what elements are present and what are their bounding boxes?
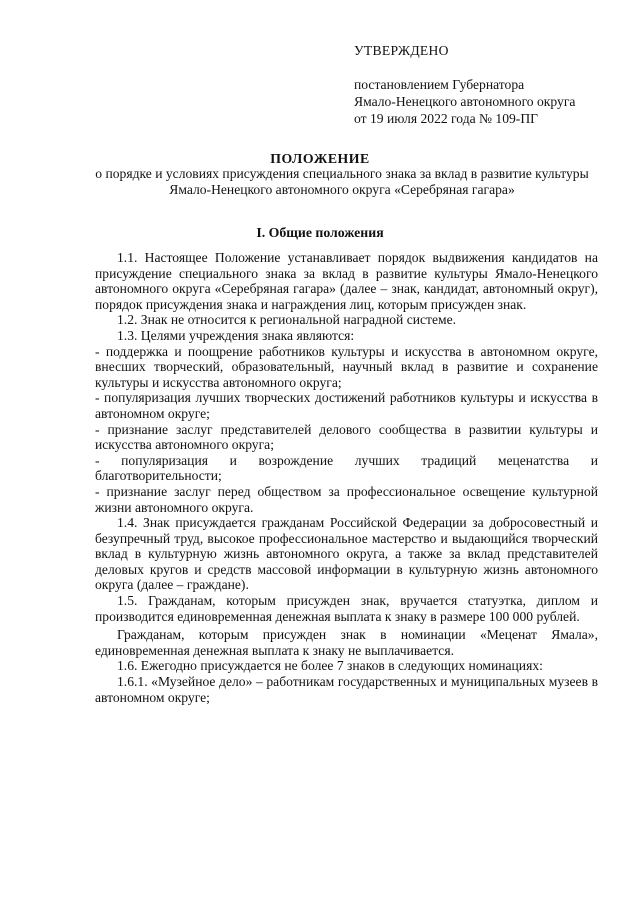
paragraph-1-3: 1.3. Целями учреждения знака являются: bbox=[117, 327, 355, 343]
approval-line-2: Ямало-Ненецкого автономного округа bbox=[354, 94, 576, 109]
document-title: ПОЛОЖЕНИЕ bbox=[270, 151, 370, 166]
approval-stamp: УТВЕРЖДЕНО bbox=[354, 43, 449, 58]
paragraph-1-6: 1.6. Ежегодно присуждается не более 7 знаков в следующих номинациях: bbox=[117, 658, 543, 674]
goal-item-1: - поддержка и поощрение работников культуры и искусства в автономном округе, внесших творческий, образовательный, научный вклад в развитие и сохранение культуры и искусства автономного округа; bbox=[95, 343, 598, 390]
section-title: I. Общие положения bbox=[256, 225, 384, 240]
approval-line-1: постановлением Губернатора bbox=[354, 77, 525, 92]
paragraph-1-5: 1.5. Гражданам, которым присужден знак, вручается статуэтка, диплом и производится единовременная денежная выплата к знаку в размере 100 000 рублей. bbox=[95, 593, 598, 624]
paragraph-1-1: 1.1. Настоящее Положение устанавливает порядок выдвижения кандидатов на присуждение специального знака за вклад в развитие культуры Ямало-Ненецкого автономного округа «Серебряная гагара» (далее – знак, кандидат, автономный округ), порядок присуждения знака и награждения лиц, которым присужден знак. bbox=[95, 250, 598, 312]
approval-line-3: от 19 июля 2022 года № 109-ПГ bbox=[354, 111, 539, 126]
paragraph-1-2: 1.2. Знак не относится к региональной наградной системе. bbox=[117, 312, 457, 328]
paragraph-1-5-note: Гражданам, которым присужден знак в номинации «Меценат Ямала», единовременная денежная выплата к знаку не выплачивается. bbox=[95, 627, 598, 658]
document-body bbox=[95, 250, 598, 705]
goal-item-5: - признание заслуг перед обществом за профессиональное освещение культурной жизни автономного округа. bbox=[95, 483, 598, 515]
goal-item-4: - популяризация и возрождение лучших традиций меценатства и благотворительности; bbox=[95, 452, 598, 484]
paragraph-1-4: 1.4. Знак присуждается гражданам Российской Федерации за добросовестный и безупречный труд, высокое профессиональное мастерство и выдающийся творческий вклад в культурную жизнь автономного округа, а также за вклад представителей деловых кругов и средств массовой информации в культурную жизнь автономного округа (далее – граждане). bbox=[95, 515, 598, 593]
paragraph-1-6-1: 1.6.1. «Музейное дело» – работникам государственных и муниципальных музеев в автономном округе; bbox=[95, 674, 598, 705]
goal-item-2: - популяризация лучших творческих достижений работников культуры и искусства в автономном округе; bbox=[95, 390, 598, 421]
document-subtitle: о порядке и условиях присуждения специального знака за вклад в развитие культуры Ямало-Ненецкого автономного округа «Серебряная гагара» bbox=[95, 166, 589, 197]
approval-block bbox=[354, 42, 624, 127]
goal-item-3: - признание заслуг представителей делового сообщества в развитии культуры и искусства автономного округа; bbox=[95, 421, 598, 453]
